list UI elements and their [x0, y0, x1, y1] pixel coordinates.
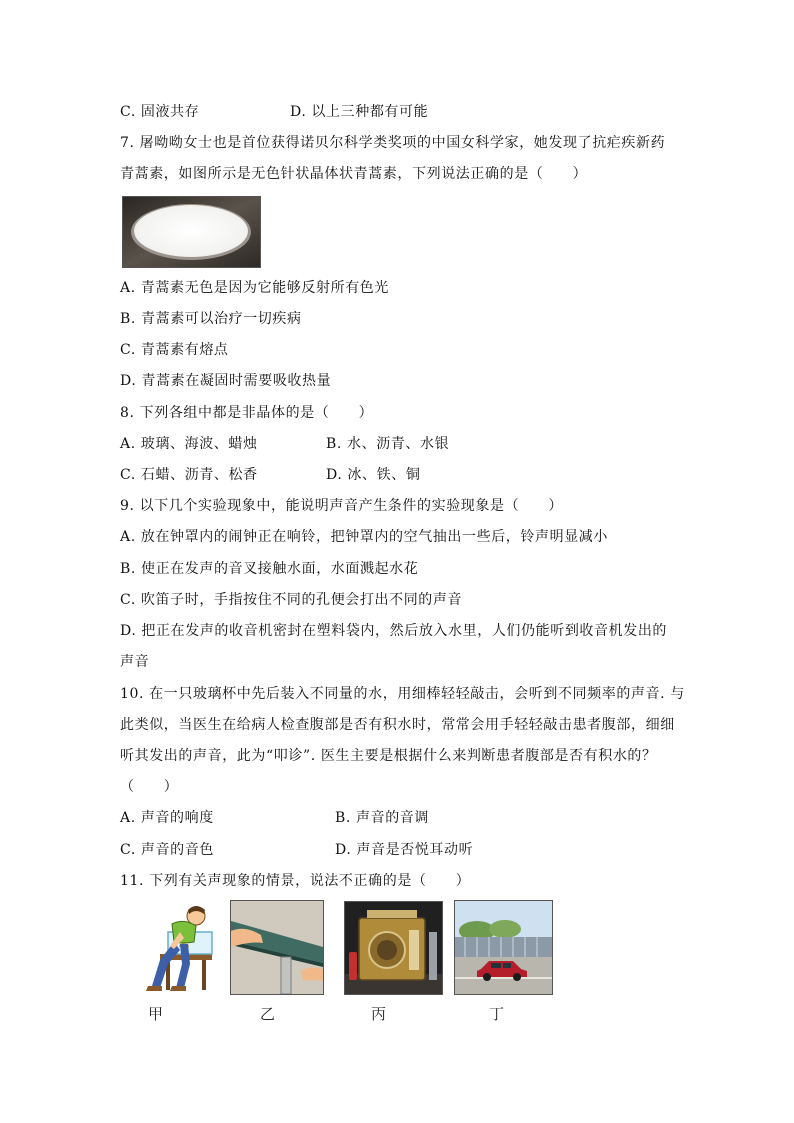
- question-10-stem-line-3: 听其发出的声音，此为“叩诊”. 医生主要是根据什么来判断患者腹部是否有积水的？: [120, 748, 657, 764]
- question-7-option-d: D. 青蒿素在凝固时需要吸收热量: [120, 373, 332, 389]
- question-8-option-b: B. 水、沥青、水银: [326, 436, 450, 452]
- figure-caption-ding: 丁: [489, 1005, 505, 1023]
- figure-bing-radio-in-bell-jar: [344, 901, 443, 995]
- question-8-option-a: A. 玻璃、海波、蜡烛: [120, 436, 258, 452]
- question-9-option-a: A. 放在钟罩内的闹钟正在响铃，把钟罩内的空气抽出一些后，铃声明显减小: [120, 529, 609, 545]
- question-7-option-c: C. 青蒿素有熔点: [120, 342, 229, 358]
- question-8-option-c: C. 石蜡、沥青、松香: [120, 467, 258, 483]
- figure-caption-yi: 乙: [260, 1005, 276, 1023]
- figure-ding-car-sound-barrier: [454, 900, 553, 995]
- question-7-option-a: A. 青蒿素无色是因为它能够反射所有色光: [120, 280, 390, 296]
- figure-caption-jia: 甲: [148, 1005, 164, 1023]
- figure-yi-hand-on-table: [230, 900, 324, 995]
- question-10-stem-line-1: 10. 在一只玻璃杯中先后装入不同量的水，用细棒轻轻敲击，会听到不同频率的声音. 与: [120, 686, 685, 702]
- question-10-stem-line-2: 此类似，当医生在给病人检查腹部是否有积水时，常常会用手轻轻敲击患者腹部，细细: [120, 717, 675, 733]
- artemisinin-crystal-image: [122, 196, 261, 268]
- question-9-stem: 9. 以下几个实验现象中，能说明声音产生条件的实验现象是（ ）: [120, 498, 564, 514]
- figure-caption-bing: 丙: [371, 1005, 387, 1023]
- question-7-option-b: B. 青蒿素可以治疗一切疾病: [120, 311, 302, 327]
- question-11-stem: 11. 下列有关声现象的情景，说法不正确的是（ ）: [120, 873, 471, 889]
- figure-jia-person-fish-tank: [122, 902, 218, 994]
- question-7-stem-line-1: 7. 屠呦呦女士也是首位获得诺贝尔科学类奖项的中国女科学家，她发现了抗疟疾新药: [120, 135, 666, 151]
- question-9-option-b: B. 使正在发声的音叉接触水面，水面溅起水花: [120, 561, 419, 577]
- question-10-option-d: D. 声音是否悦耳动听: [335, 842, 474, 858]
- question-9-option-c: C. 吹笛子时，手指按住不同的孔便会打出不同的声音: [120, 592, 463, 608]
- question-9-option-d-line-1: D. 把正在发声的收音机密封在塑料袋内，然后放入水里，人们仍能听到收音机发出的: [120, 623, 668, 639]
- question-10-option-b: B. 声音的音调: [335, 810, 429, 826]
- question-7-stem-line-2: 青蒿素，如图所示是无色针状晶体状青蒿素，下列说法正确的是（ ）: [120, 166, 588, 182]
- question-10-stem-line-4: （ ）: [120, 779, 179, 795]
- question-10-option-a: A. 声音的响度: [120, 810, 214, 826]
- question-9-option-d-line-2: 声音: [120, 654, 150, 670]
- question-8-stem: 8. 下列各组中都是非晶体的是（ ）: [120, 405, 374, 421]
- question-10-option-c: C. 声音的音色: [120, 842, 214, 858]
- question-6-option-d: D. 以上三种都有可能: [290, 104, 429, 120]
- question-6-option-c: C. 固液共存: [120, 104, 200, 120]
- question-8-option-d: D. 冰、铁、铜: [326, 467, 421, 483]
